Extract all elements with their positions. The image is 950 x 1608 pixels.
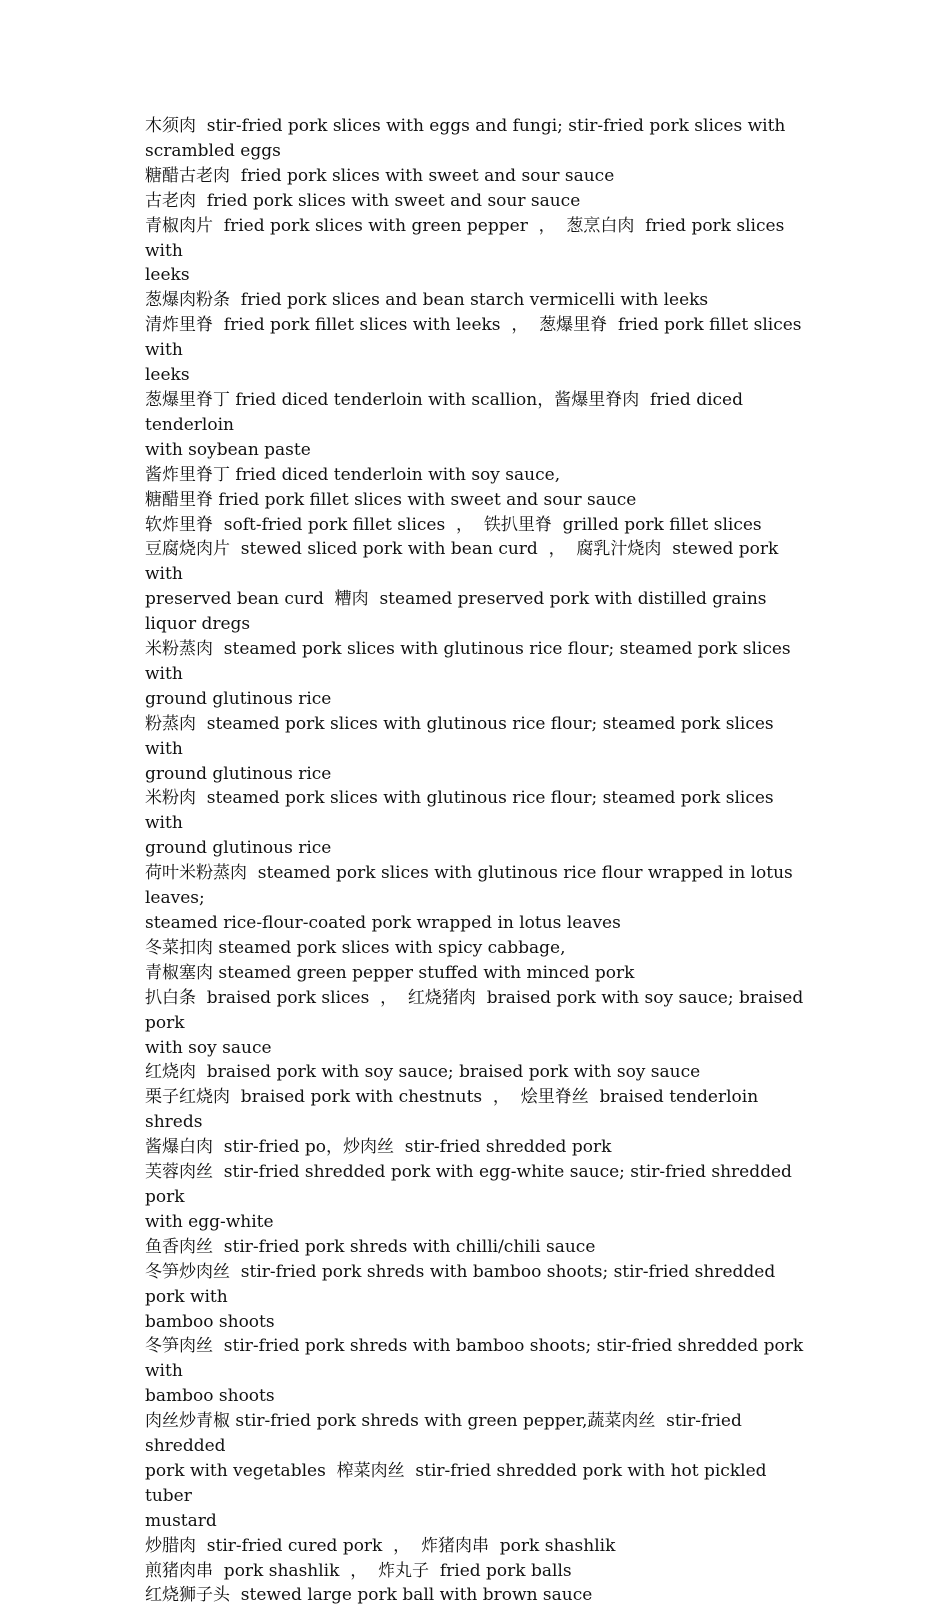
text-line: 冬笋肉丝 stir-fried pork shreds with bamboo shoots; stir-fried shredded pork with xyxy=(145,1336,809,1382)
text-line: 扒白条 braised pork slices ， 红烧猪肉 braised pork with soy sauce; braised pork xyxy=(145,987,809,1033)
text-line: 红烧肉 braised pork with soy sauce; braised pork with soy sauce xyxy=(145,1062,701,1083)
text-line: 米粉肉 steamed pork slices with glutinous rice flour; steamed pork slices with xyxy=(145,788,780,834)
text-line: 酱炸里脊丁 fried diced tenderloin with soy sauce, xyxy=(145,464,561,485)
text-line: bamboo shoots xyxy=(145,1386,275,1407)
text-line: 古老肉 fried pork slices with sweet and sour sauce xyxy=(145,190,581,211)
text-line: 清炸里脊 fried pork fillet slices with leeks ， 葱爆里脊 fried pork fillet slices with xyxy=(145,315,807,361)
text-line: bamboo shoots xyxy=(145,1311,275,1332)
text-line: 煎猪肉串 pork shashlik ， 炸丸子 fried pork balls xyxy=(145,1560,572,1581)
text-line: leeks xyxy=(145,265,190,286)
text-line: 粉蒸肉 steamed pork slices with glutinous rice flour; steamed pork slices with xyxy=(145,713,780,759)
text-line: with soybean paste xyxy=(145,439,311,460)
text-line: leeks xyxy=(145,365,190,386)
text-line: 糖醋里脊 fried pork fillet slices with sweet and sour sauce xyxy=(145,489,637,510)
text-line: 青椒塞肉 steamed green pepper stuffed with minced pork xyxy=(145,962,635,983)
text-line: with soy sauce xyxy=(145,1037,272,1058)
text-line: 红烧狮子头 stewed large pork ball with brown sauce xyxy=(145,1585,593,1606)
text-line: pork with vegetables 榨菜肉丝 stir-fried shredded pork with hot pickled tuber xyxy=(145,1460,772,1506)
text-line: 软炸里脊 soft-fried pork fillet slices ， 铁扒里脊 grilled pork fillet slices xyxy=(145,514,762,535)
text-line: 葱爆肉粉条 fried pork slices and bean starch vermicelli with leeks xyxy=(145,290,709,311)
text-line: 酱爆白肉 stir-fried po，炒肉丝 stir-fried shredded pork xyxy=(145,1137,612,1158)
text-line: 栗子红烧肉 braised pork with chestnuts ， 烩里脊丝 braised tenderloin shreds xyxy=(145,1087,764,1133)
text-line: 芙蓉肉丝 stir-fried shredded pork with egg-white sauce; stir-fried shredded pork xyxy=(145,1162,798,1207)
text-line: 豆腐烧肉片 stewed sliced pork with bean curd ， 腐乳汁烧肉 stewed pork with xyxy=(145,539,784,585)
text-line: ground glutinous rice xyxy=(145,838,332,859)
text-line: preserved bean curd 糟肉 steamed preserved pork with distilled grains liquor dregs xyxy=(145,589,772,635)
text-line: 鱼香肉丝 stir-fried pork shreds with chilli/chili sauce xyxy=(145,1236,596,1257)
text-line: 葱爆里脊丁 fried diced tenderloin with scallion，酱爆里脊肉 fried diced tenderloin xyxy=(145,389,749,435)
text-line: 冬菜扣肉 steamed pork slices with spicy cabbage, xyxy=(145,937,566,958)
text-line: with egg-white xyxy=(145,1211,274,1232)
text-line: scrambled eggs xyxy=(145,140,281,161)
text-line: 荷叶米粉蒸肉 steamed pork slices with glutinous rice flour wrapped in lotus leaves; xyxy=(145,863,799,909)
text-line: 米粉蒸肉 steamed pork slices with glutinous rice flour; steamed pork slices with xyxy=(145,639,797,684)
text-line: 木须肉 stir-fried pork slices with eggs and fungi; stir-fried pork slices with xyxy=(145,116,786,136)
menu-text-body xyxy=(145,114,810,1608)
text-line: 糖醋古老肉 fried pork slices with sweet and sour sauce xyxy=(145,165,615,186)
text-line: 青椒肉片 fried pork slices with green pepper ， 葱烹白肉 fried pork slices with xyxy=(145,215,790,261)
text-line: 肉丝炒青椒 stir-fried pork shreds with green pepper,蔬菜肉丝 stir-fried shredded xyxy=(145,1411,748,1457)
text-line: ground glutinous rice xyxy=(145,763,332,784)
text-line: steamed rice-flour-coated pork wrapped in lotus leaves xyxy=(145,913,621,933)
text-line: ground glutinous rice xyxy=(145,688,332,709)
text-line: 炒腊肉 stir-fried cured pork ， 炸猪肉串 pork shashlik xyxy=(145,1535,616,1556)
text-line: mustard xyxy=(145,1510,217,1531)
text-line: 冬笋炒肉丝 stir-fried pork shreds with bamboo shoots; stir-fried shredded pork with xyxy=(145,1261,781,1307)
